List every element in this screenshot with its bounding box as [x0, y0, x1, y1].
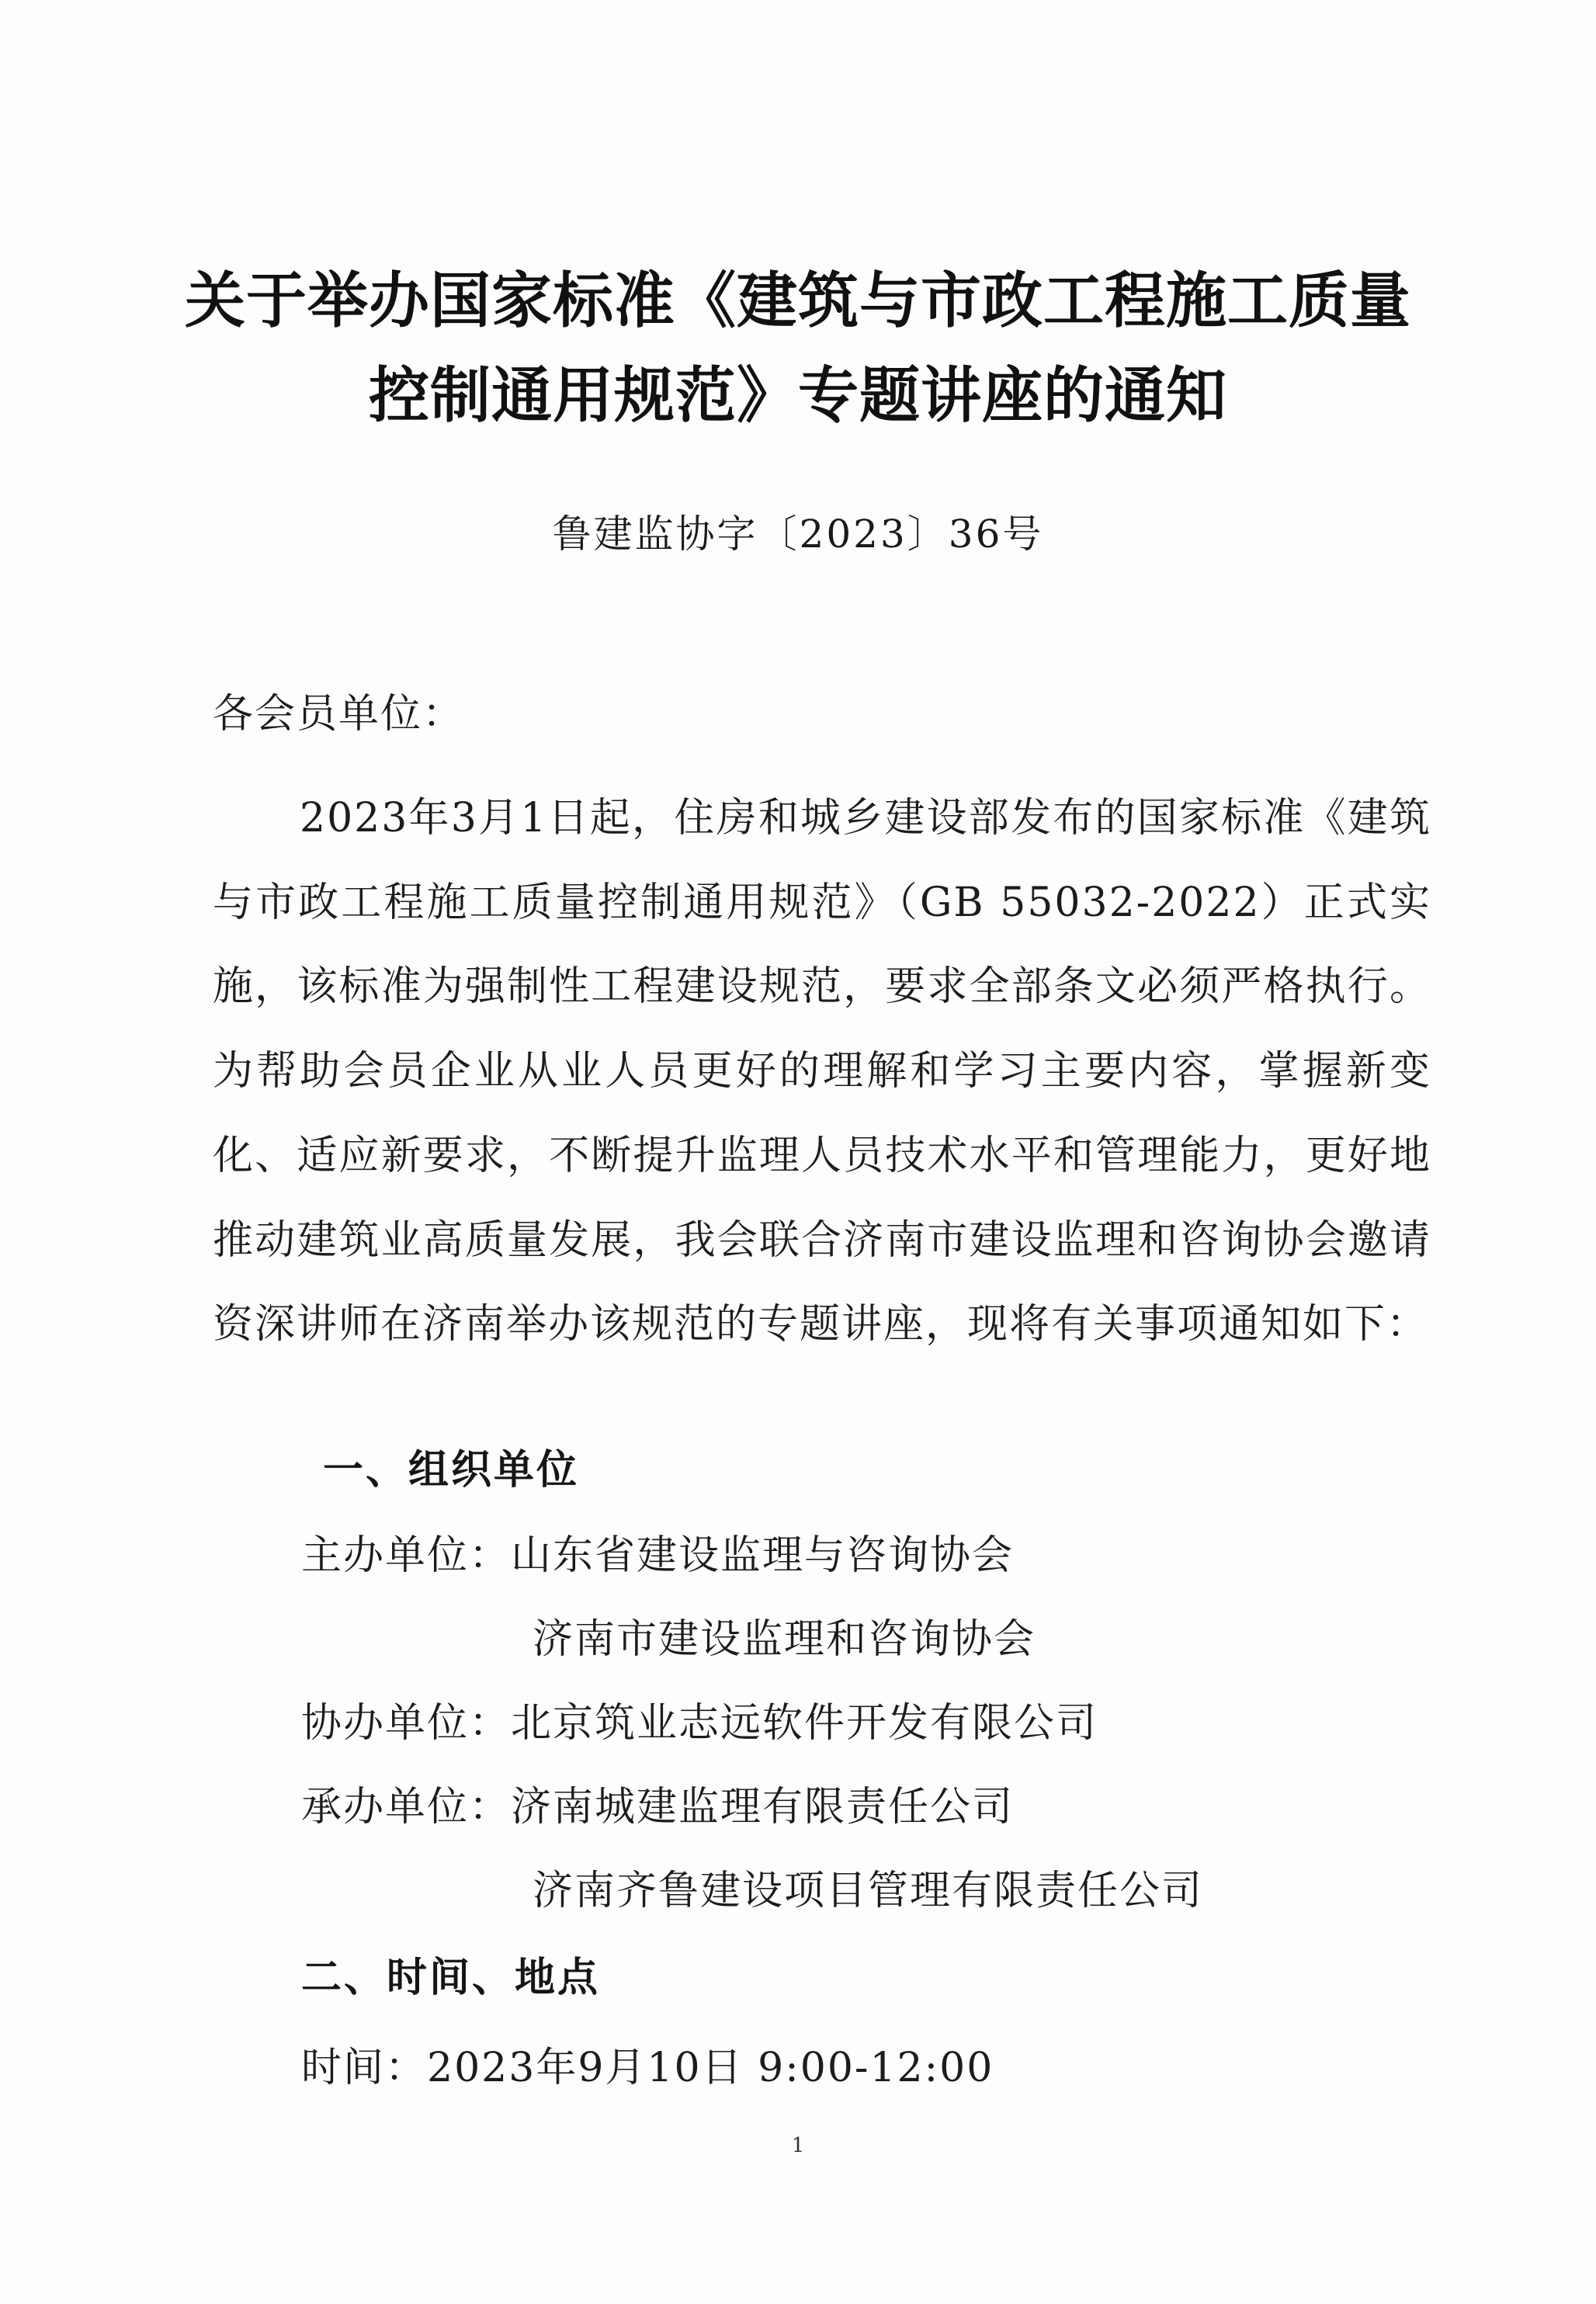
- undertaker-label: 承办单位：: [301, 1784, 512, 1830]
- host-label: 主办单位：: [301, 1532, 512, 1579]
- undertaker-1: 济南城建监理有限责任公司: [511, 1784, 1015, 1830]
- document-title-line-1: 关于举办国家标准《建筑与市政工程施工质量: [184, 266, 1411, 336]
- intro-paragraph: 2023年3月1日起，住房和城乡建设部发布的国家标准《建筑与市政工程施工质量控制通用规范》（GB 55032-2022）正式实施，该标准为强制性工程建设规范，要求全部条文必须严格执行。为帮助会员企业从业人员更好的理解和学习主要内容，掌握新变化、适应新要求，不断提升监理人员技术水平和管理能力，更好地推动建筑业高质量发展，我会联合济南市建设监理和咨询协会邀请资深讲师在济南举办该规范的专题讲座，现将有关事项通知如下：: [213, 795, 1431, 1348]
- document-number: 鲁建监协字〔2023〕36号: [552, 512, 1044, 557]
- co-organizer: 北京筑业志远软件开发有限公司: [511, 1700, 1098, 1747]
- host-row: [301, 1531, 1014, 1581]
- document-title-line-2: 控制通用规范》专题讲座的通知: [368, 361, 1227, 431]
- section-heading-organizers: 一、组织单位: [323, 1447, 580, 1494]
- co-organizer-row: [301, 1699, 1098, 1748]
- section-heading-time-place: 二、时间、地点: [301, 1955, 601, 2001]
- salutation: 各会员单位：: [213, 691, 465, 737]
- host-organizer-1: 山东省建设监理与咨询协会: [511, 1532, 1015, 1579]
- page-number: 1: [791, 2134, 805, 2157]
- undertaker-2: 济南齐鲁建设项目管理有限责任公司: [533, 1868, 1204, 1914]
- time-value: 2023年9月10日 9:00-12:00: [427, 2045, 994, 2091]
- co-organizer-label: 协办单位：: [301, 1700, 512, 1747]
- time-label: 时间：: [301, 2045, 428, 2091]
- host-organizer-2: 济南市建设监理和咨询协会: [533, 1616, 1036, 1663]
- undertaker-row: [301, 1782, 1014, 1832]
- time-row: [301, 2043, 994, 2093]
